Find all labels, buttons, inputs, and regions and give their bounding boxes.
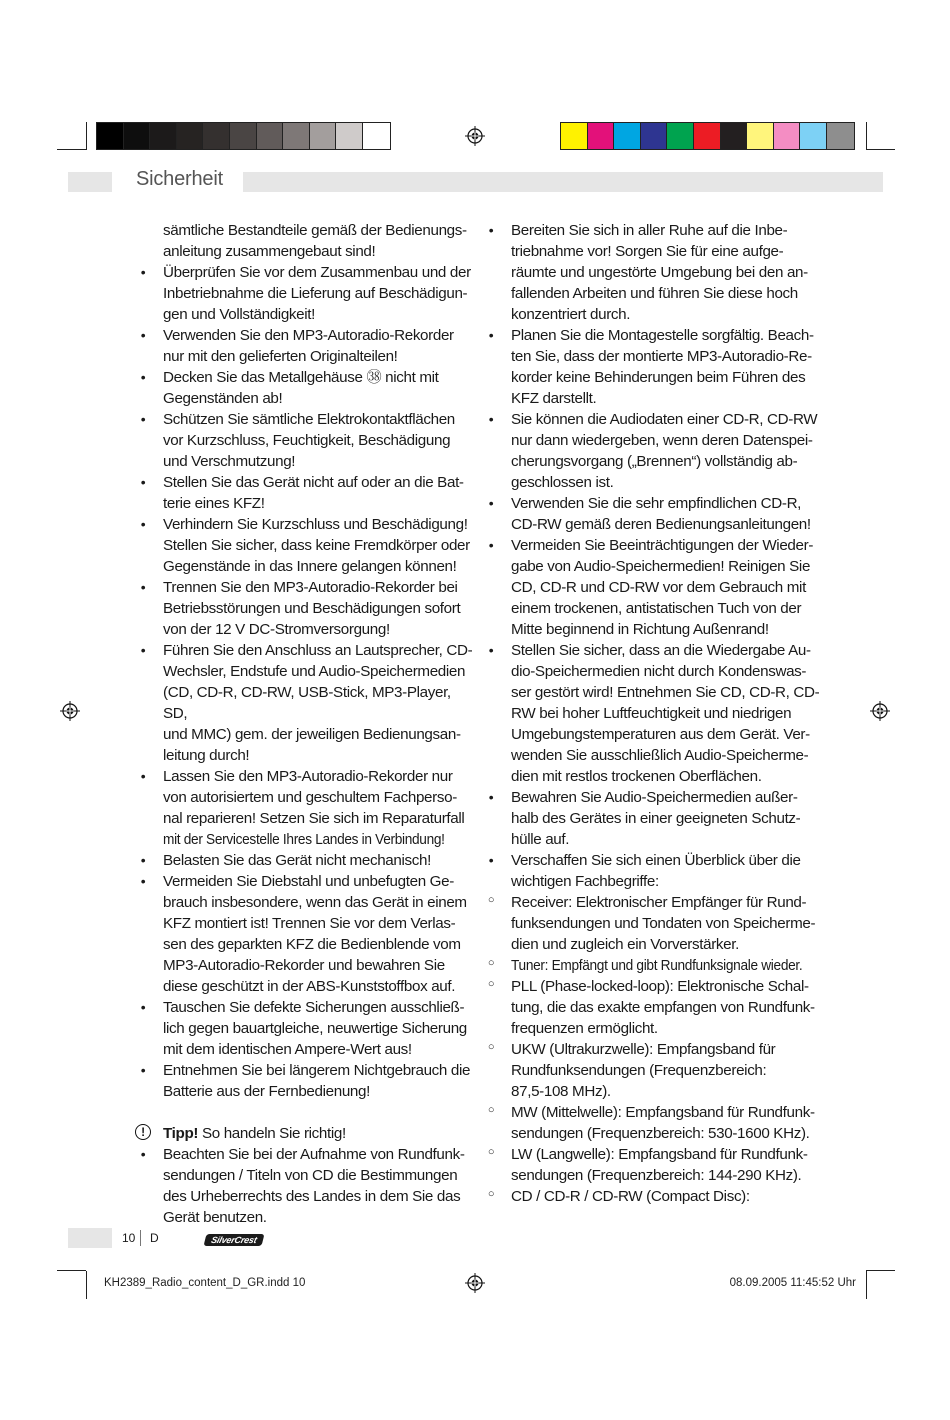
bullet-icon: • <box>140 1062 146 1078</box>
text-line <box>511 367 821 388</box>
line-text: sendungen / Titeln von CD die Bestimmungen <box>163 1167 458 1184</box>
color-swatch <box>336 123 363 149</box>
bullet-icon: • <box>488 789 494 805</box>
text-line <box>511 1165 821 1186</box>
line-text: funksendungen und Tondaten von Speicherme- <box>511 915 816 932</box>
line-text: sen des geparkten KFZ die Bedienblende vom <box>163 936 461 953</box>
text-line <box>511 703 821 724</box>
text-line <box>487 1186 821 1207</box>
text-line <box>163 1207 473 1228</box>
line-text: RW bei hoher Luftfeuchtigkeit und niedrigen <box>511 705 792 722</box>
text-line <box>163 1039 473 1060</box>
right-column-lines <box>487 220 821 1207</box>
text-line <box>511 1123 821 1144</box>
color-swatch <box>774 123 801 149</box>
line-text: Stellen Sie das Gerät nicht auf oder an die Bat- <box>163 474 464 491</box>
line-text: frequenzen ermöglicht. <box>511 1020 658 1037</box>
brand-logo: SilverCrest <box>204 1234 265 1246</box>
line-text: CD / CD-R / CD-RW (Compact Disc): <box>511 1188 750 1205</box>
line-text: CD-RW gemäß deren Bedienungsanleitungen! <box>511 516 811 533</box>
text-line <box>511 1018 821 1039</box>
line-text: Belasten Sie das Gerät nicht mechanisch! <box>163 852 431 869</box>
color-swatch <box>203 123 230 149</box>
text-line <box>163 1186 473 1207</box>
crop-mark-bottom-right-h <box>866 1270 895 1271</box>
color-swatch <box>97 123 124 149</box>
line-text: geschlossen ist. <box>511 474 614 491</box>
line-text: fallenden Arbeiten und führen Sie diese hoch <box>511 285 798 302</box>
color-swatch <box>694 123 721 149</box>
text-line <box>163 493 473 514</box>
line-text: LW (Langwelle): Empfangsband für Rundfunk- <box>511 1146 808 1163</box>
text-line <box>140 766 473 787</box>
spacer <box>163 1102 473 1123</box>
text-line <box>511 619 821 640</box>
registration-mark-icon <box>870 701 890 721</box>
line-text: sendungen (Frequenzbereich: 530-1600 KHz). <box>511 1125 810 1142</box>
text-line <box>487 1039 821 1060</box>
text-line <box>511 745 821 766</box>
line-text: korder keine Behinderungen beim Führen des <box>511 369 806 386</box>
process-color-bar <box>560 122 855 150</box>
tip-lines <box>140 1144 473 1228</box>
line-text: (CD, CD-R, CD-RW, USB-Stick, MP3-Player, SD, <box>163 684 451 722</box>
text-line <box>487 976 821 997</box>
line-text: Schützen Sie sämtliche Elektrokontaktflächen <box>163 411 455 428</box>
line-text: Lassen Sie den MP3-Autoradio-Rekorder nur <box>163 768 453 785</box>
text-line <box>511 829 821 850</box>
line-text: Trennen Sie den MP3-Autoradio-Rekorder bei <box>163 579 458 596</box>
line-text: diese geschützt in der ABS-Kunststoffbox auf. <box>163 978 456 995</box>
text-line <box>511 262 821 283</box>
text-line <box>163 346 473 367</box>
color-swatch <box>588 123 615 149</box>
text-line <box>140 1060 473 1081</box>
text-line <box>488 850 821 871</box>
text-line <box>511 577 821 598</box>
line-text: Verwenden Sie die sehr empfindlichen CD-R, <box>511 495 802 512</box>
text-line <box>163 535 473 556</box>
color-swatch <box>230 123 257 149</box>
bullet-icon: • <box>140 1146 146 1162</box>
line-text: Beachten Sie bei der Aufnahme von Rundfunk- <box>163 1146 465 1163</box>
line-text: KFZ montiert ist! Trennen Sie vor dem Verlas- <box>163 915 456 932</box>
left-column <box>140 220 473 1228</box>
line-text: Gegenstände in das Innere gelangen können! <box>163 558 457 575</box>
line-text: Rundfunksendungen (Frequenzbereich: <box>511 1062 767 1079</box>
line-text: sämtliche Bestandteile gemäß der Bedienungs- <box>163 222 467 239</box>
color-swatch <box>150 123 177 149</box>
line-text: Entnehmen Sie bei längerem Nichtgebrauch die <box>163 1062 471 1079</box>
text-line <box>140 1144 473 1165</box>
bullet-icon: • <box>140 768 146 784</box>
line-text: von der 12 V DC-Stromversorgung! <box>163 621 390 638</box>
text-line <box>511 871 821 892</box>
line-text: ser gestört wird! Entnehmen Sie CD, CD-R, CD- <box>511 684 820 701</box>
line-text: Inbetriebnahme die Lieferung auf Beschädigun- <box>163 285 468 302</box>
bullet-icon: • <box>488 495 494 511</box>
bullet-icon: • <box>488 537 494 553</box>
line-text: Wechsler, Endstufe und Audio-Speichermedien <box>163 663 466 680</box>
circle-bullet-icon: ○ <box>487 1188 495 1200</box>
line-text: nal reparieren! Setzen Sie sich im Reparaturfall <box>163 810 465 827</box>
line-text: cherungsvorgang („Brennen“) vollständig ab- <box>511 453 798 470</box>
text-line <box>140 325 473 346</box>
text-line <box>511 472 821 493</box>
color-swatch <box>283 123 310 149</box>
text-line <box>163 787 473 808</box>
line-text: halb des Gerätes in einer geeigneten Schutz- <box>511 810 801 827</box>
bullet-icon: • <box>140 474 146 490</box>
color-swatch <box>363 123 390 149</box>
line-text: anleitung zusammengebaut sind! <box>163 243 376 260</box>
line-text: Mitte beginnend in Richtung Außenrand! <box>511 621 769 638</box>
text-line <box>511 808 821 829</box>
text-line <box>163 1018 473 1039</box>
right-column <box>487 220 821 1207</box>
text-line <box>511 997 821 1018</box>
text-line <box>140 514 473 535</box>
line-text: lich gegen bauartgleiche, neuwertige Sicherung <box>163 1020 467 1037</box>
text-line <box>488 325 821 346</box>
text-line <box>511 766 821 787</box>
bullet-icon: • <box>140 327 146 343</box>
line-text: Vermeiden Sie Diebstahl und unbefugten Ge- <box>163 873 454 890</box>
text-line <box>163 220 473 241</box>
color-swatch <box>257 123 284 149</box>
line-text: vor Kurzschluss, Feuchtigkeit, Beschädigung <box>163 432 451 449</box>
text-line <box>511 346 821 367</box>
text-line <box>163 913 473 934</box>
footer-band <box>68 1228 112 1248</box>
footer-separator <box>140 1230 141 1246</box>
text-line <box>163 892 473 913</box>
line-text: Verwenden Sie den MP3-Autoradio-Rekorder <box>163 327 454 344</box>
text-line <box>163 724 473 745</box>
line-text: mit der Servicestelle Ihres Landes in Verbindung! <box>163 831 445 848</box>
text-line <box>163 619 473 640</box>
text-line <box>163 430 473 451</box>
section-title: Sicherheit <box>136 168 223 190</box>
bullet-icon: • <box>140 579 146 595</box>
text-line <box>511 661 821 682</box>
crop-mark-top-left-h <box>57 149 86 150</box>
text-line <box>511 451 821 472</box>
circle-bullet-icon: ○ <box>487 1041 495 1053</box>
line-text: Planen Sie die Montagestelle sorgfältig. Beach- <box>511 327 814 344</box>
text-line <box>487 1102 821 1123</box>
text-line <box>163 829 473 850</box>
text-line <box>511 682 821 703</box>
text-line <box>163 1165 473 1186</box>
text-line <box>488 409 821 430</box>
color-swatch <box>177 123 204 149</box>
line-text: KFZ darstellt. <box>511 390 597 407</box>
line-text: wenden Sie ausschließlich Audio-Speicherme- <box>511 747 809 764</box>
language-code: D <box>150 1231 159 1245</box>
text-line <box>511 241 821 262</box>
header-band-left <box>68 172 112 192</box>
color-swatch <box>747 123 774 149</box>
bullet-icon: • <box>140 369 146 385</box>
color-swatch <box>124 123 151 149</box>
bullet-icon: • <box>488 411 494 427</box>
line-text: Stellen Sie sicher, dass an die Wiedergabe Au- <box>511 642 811 659</box>
tip-label: Tipp! <box>163 1125 199 1142</box>
bullet-icon: • <box>488 852 494 868</box>
crop-mark-top-right-h <box>866 149 895 150</box>
crop-mark-bottom-left-v <box>86 1271 87 1299</box>
text-line <box>511 913 821 934</box>
line-text: 87,5-108 MHz). <box>511 1083 611 1100</box>
text-line <box>488 640 821 661</box>
text-line <box>487 1144 821 1165</box>
text-line <box>163 283 473 304</box>
text-line <box>511 430 821 451</box>
text-line <box>163 304 473 325</box>
text-line <box>487 892 821 913</box>
color-swatch <box>667 123 694 149</box>
line-text: leitung durch! <box>163 747 250 764</box>
line-text: CD, CD-R und CD-RW vor dem Gebrauch mit <box>511 579 806 596</box>
text-line <box>163 1081 473 1102</box>
tip-marker <box>135 1124 153 1142</box>
circle-bullet-icon: ○ <box>487 894 495 906</box>
text-line <box>511 556 821 577</box>
slug-timestamp: 08.09.2005 11:45:52 Uhr <box>729 1277 856 1289</box>
text-line <box>140 640 473 661</box>
line-text: triebnahme vor! Sorgen Sie für eine aufge- <box>511 243 784 260</box>
text-line <box>511 283 821 304</box>
line-text: Überprüfen Sie vor dem Zusammenbau und der <box>163 264 471 281</box>
line-text: mit dem identischen Ampere-Wert aus! <box>163 1041 412 1058</box>
bullet-icon: • <box>488 642 494 658</box>
grayscale-color-bar <box>96 122 391 150</box>
line-text: dien mit restlos trockenen Oberflächen. <box>511 768 762 785</box>
text-line <box>163 556 473 577</box>
tip-text: So handeln Sie richtig! <box>198 1125 346 1142</box>
line-text: PLL (Phase-locked-loop): Elektronische Schal- <box>511 978 809 995</box>
line-text: von autorisiertem und geschultem Fachperso- <box>163 789 457 806</box>
tip-heading <box>141 1123 473 1144</box>
text-line <box>140 850 473 871</box>
text-line <box>140 367 473 388</box>
text-line <box>163 808 473 829</box>
line-text: hülle auf. <box>511 831 570 848</box>
line-text: Stellen Sie sicher, dass keine Fremdkörper oder <box>163 537 470 554</box>
line-text: wichtigen Fachbegriffe: <box>511 873 659 890</box>
text-line <box>163 976 473 997</box>
line-text: Bewahren Sie Audio-Speichermedien außer- <box>511 789 798 806</box>
text-line <box>511 598 821 619</box>
text-line <box>163 934 473 955</box>
bullet-icon: • <box>140 999 146 1015</box>
bullet-icon: • <box>140 264 146 280</box>
text-line <box>140 577 473 598</box>
line-text: Betriebsstörungen und Beschädigungen sofort <box>163 600 461 617</box>
color-swatch <box>641 123 668 149</box>
crop-mark-bottom-left-h <box>57 1270 86 1271</box>
text-line <box>511 934 821 955</box>
line-text: nur dann wiedergeben, wenn deren Datenspei- <box>511 432 813 449</box>
text-line <box>511 1060 821 1081</box>
line-text: Verhindern Sie Kurzschluss und Beschädigung! <box>163 516 468 533</box>
text-line <box>140 262 473 283</box>
bullet-icon: • <box>488 222 494 238</box>
circle-bullet-icon: ○ <box>487 957 495 969</box>
text-line <box>488 493 821 514</box>
line-text: Führen Sie den Anschluss an Lautsprecher, CD- <box>163 642 473 659</box>
circle-bullet-icon: ○ <box>487 978 495 990</box>
text-line <box>140 997 473 1018</box>
crop-mark-top-right-v <box>866 122 867 150</box>
line-text: einem trockenen, antistatischen Tuch von der <box>511 600 802 617</box>
bullet-icon: • <box>140 411 146 427</box>
line-text: räumte und ungestörte Umgebung bei den an- <box>511 264 808 281</box>
text-line <box>487 955 821 976</box>
text-line <box>488 787 821 808</box>
line-text: gabe von Audio-Speichermedien! Reinigen Sie <box>511 558 811 575</box>
bullet-icon: • <box>140 516 146 532</box>
line-text: Bereiten Sie sich in aller Ruhe auf die Inbe- <box>511 222 788 239</box>
color-swatch <box>827 123 854 149</box>
bullet-icon: • <box>140 852 146 868</box>
crop-mark-bottom-right-v <box>866 1271 867 1299</box>
text-line <box>163 598 473 619</box>
line-text: Batterie aus der Fernbedienung! <box>163 1083 370 1100</box>
color-swatch <box>721 123 748 149</box>
color-swatch <box>310 123 337 149</box>
line-text: brauch insbesondere, wenn das Gerät in einem <box>163 894 467 911</box>
text-line <box>511 304 821 325</box>
registration-mark-icon <box>465 1273 485 1293</box>
text-line <box>140 472 473 493</box>
text-line <box>140 409 473 430</box>
line-text: nur mit den gelieferten Originalteilen! <box>163 348 398 365</box>
text-line <box>488 220 821 241</box>
color-swatch <box>614 123 641 149</box>
header-band-right <box>243 172 883 192</box>
page-number: 10 <box>122 1231 136 1245</box>
registration-mark-icon <box>60 701 80 721</box>
line-text: Tuner: Empfängt und gibt Rundfunksignale wieder. <box>511 957 803 974</box>
line-text: dio-Speichermedien nicht durch Kondenswas- <box>511 663 807 680</box>
text-line <box>163 241 473 262</box>
line-text: Sie können die Audiodaten einer CD-R, CD-RW <box>511 411 818 428</box>
line-text: und Verschmutzung! <box>163 453 296 470</box>
line-text: Verschaffen Sie sich einen Überblick über die <box>511 852 801 869</box>
line-text: terie eines KFZ! <box>163 495 265 512</box>
circle-bullet-icon: ○ <box>487 1146 495 1158</box>
line-text: MP3-Autoradio-Rekorder und bewahren Sie <box>163 957 445 974</box>
line-text: tung, die das exakte empfangen von Rundfunk- <box>511 999 815 1016</box>
line-text: gen und Vollständigkeit! <box>163 306 316 323</box>
bullet-icon: • <box>488 327 494 343</box>
line-text: Decken Sie das Metallgehäuse ㊳ nicht mit <box>163 369 439 386</box>
bullet-icon: • <box>140 642 146 658</box>
left-column-lines <box>140 220 473 1102</box>
text-line <box>511 724 821 745</box>
line-text: sendungen (Frequenzbereich: 144-290 KHz). <box>511 1167 802 1184</box>
line-text: und MMC) gem. der jeweiligen Bedienungsan- <box>163 726 461 743</box>
line-text: UKW (Ultrakurzwelle): Empfangsband für <box>511 1041 776 1058</box>
text-line <box>140 871 473 892</box>
text-line <box>511 514 821 535</box>
line-text: Umgebungstemperaturen aus dem Gerät. Ver- <box>511 726 810 743</box>
text-line <box>163 388 473 409</box>
line-text: des Urheberrechts des Landes in dem Sie das <box>163 1188 461 1205</box>
line-text: dien und zugleich ein Vorverstärker. <box>511 936 740 953</box>
text-line <box>163 451 473 472</box>
text-line <box>511 1081 821 1102</box>
color-swatch <box>561 123 588 149</box>
crop-mark-top-left-v <box>86 122 87 150</box>
line-text: Vermeiden Sie Beeinträchtigungen der Wieder- <box>511 537 814 554</box>
circle-bullet-icon: ○ <box>487 1104 495 1116</box>
line-text: Tauschen Sie defekte Sicherungen ausschließ- <box>163 999 465 1016</box>
bullet-icon: • <box>140 873 146 889</box>
text-line <box>163 661 473 682</box>
text-line <box>163 955 473 976</box>
text-line <box>488 535 821 556</box>
line-text: konzentriert durch. <box>511 306 631 323</box>
slug-filename: KH2389_Radio_content_D_GR.indd 10 <box>104 1277 306 1289</box>
line-text: MW (Mittelwelle): Empfangsband für Rundfunk- <box>511 1104 815 1121</box>
line-text: ten Sie, dass der montierte MP3-Autoradio-Re- <box>511 348 812 365</box>
line-text: Gegenständen ab! <box>163 390 283 407</box>
exclamation-icon: ! <box>135 1124 151 1140</box>
text-line <box>163 745 473 766</box>
text-line <box>511 388 821 409</box>
color-swatch <box>800 123 827 149</box>
text-line <box>163 682 473 724</box>
line-text: Gerät benutzen. <box>163 1209 267 1226</box>
registration-mark-icon <box>465 126 485 146</box>
line-text: Receiver: Elektronischer Empfänger für Rund- <box>511 894 807 911</box>
